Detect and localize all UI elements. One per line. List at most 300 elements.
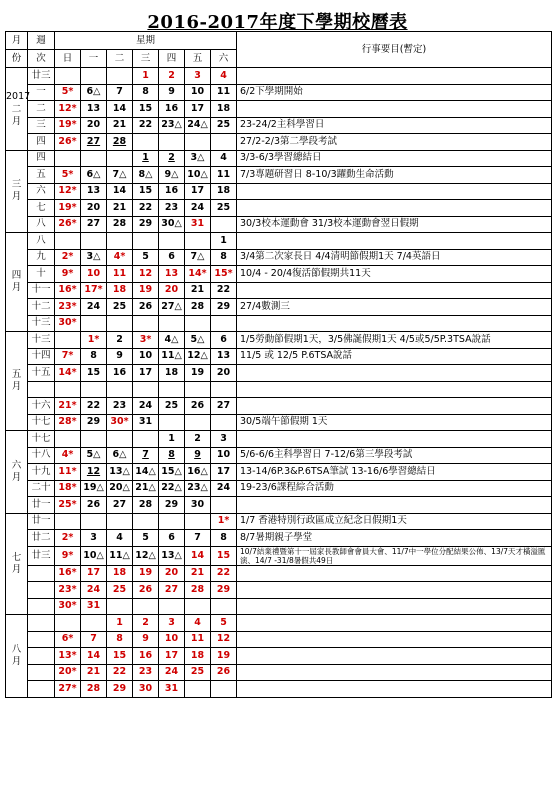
month-label-text: 四: [11, 270, 22, 281]
day-cell: 3: [159, 615, 185, 632]
week-row: [6, 464, 552, 481]
day-cell: 20: [211, 365, 237, 382]
day-cell: 26: [211, 664, 237, 681]
header-day-sun: 日: [55, 50, 81, 68]
event-note: 30/3校本運動會 31/3校本運動會翌日假期: [237, 216, 552, 233]
day-cell: 27: [81, 134, 107, 151]
day-cell: 20: [81, 200, 107, 217]
day-cell: [107, 68, 133, 85]
day-cell: [185, 315, 211, 332]
month-label: [6, 150, 28, 233]
day-cell: 21: [107, 117, 133, 134]
event-note: 13-14/6P.3&P.6TSA筆試 13-16/6學習總結日: [237, 464, 552, 481]
day-cell: [107, 315, 133, 332]
week-number: [28, 565, 55, 582]
week-number: 三: [28, 117, 55, 134]
day-cell: 8: [211, 249, 237, 266]
header-month-2: 份: [6, 50, 28, 68]
day-cell: 27: [159, 582, 185, 599]
day-cell: 22: [133, 117, 159, 134]
day-cell: 9: [159, 84, 185, 101]
week-row: [6, 582, 552, 599]
day-cell: [159, 598, 185, 615]
day-cell: 2*: [55, 530, 81, 547]
week-row: [6, 480, 552, 497]
week-row: [6, 398, 552, 415]
month-label: [6, 513, 28, 615]
week-number: 二: [28, 101, 55, 118]
day-cell: 26: [81, 497, 107, 514]
week-row: [6, 414, 552, 431]
day-cell: 14: [185, 546, 211, 565]
week-row: [6, 348, 552, 365]
day-cell: 1: [107, 615, 133, 632]
day-cell: 19: [133, 282, 159, 299]
day-cell: 16: [107, 365, 133, 382]
day-cell: [55, 233, 81, 250]
week-row: [6, 216, 552, 233]
day-cell: 27*: [55, 681, 81, 698]
day-cell: 19: [211, 648, 237, 665]
day-cell: 19*: [55, 200, 81, 217]
event-note: [237, 398, 552, 415]
header-day-sat: 六: [211, 50, 237, 68]
header-row-1: [6, 32, 552, 50]
day-cell: 12△: [185, 348, 211, 365]
day-cell: [211, 414, 237, 431]
month-label-text: 六: [11, 459, 22, 471]
week-row: [6, 381, 552, 398]
week-row: [6, 365, 552, 382]
day-cell: 8: [107, 631, 133, 648]
day-cell: [133, 381, 159, 398]
day-cell: 16*: [55, 282, 81, 299]
day-cell: 10△: [81, 546, 107, 565]
day-cell: 18: [211, 101, 237, 118]
day-cell: 27: [81, 216, 107, 233]
week-row: [6, 200, 552, 217]
header-day-mon: 一: [81, 50, 107, 68]
page-title: 2016-2017年度下學期校曆表: [147, 12, 408, 33]
week-number: 五: [28, 167, 55, 184]
day-cell: 18: [185, 648, 211, 665]
week-row: [6, 282, 552, 299]
week-number: 八: [28, 233, 55, 250]
month-label-text: 月: [11, 115, 22, 127]
day-cell: [133, 598, 159, 615]
week-row: [6, 565, 552, 582]
day-cell: [81, 233, 107, 250]
event-note: 1/7 香港特別行政區成立紀念日假期1天: [237, 513, 552, 530]
month-label: [6, 332, 28, 431]
day-cell: 30*: [55, 315, 81, 332]
week-row: [6, 315, 552, 332]
day-cell: 30: [133, 681, 159, 698]
day-cell: 28: [185, 582, 211, 599]
event-note: [237, 101, 552, 118]
day-cell: 12: [133, 266, 159, 283]
week-number: 十五: [28, 365, 55, 382]
day-cell: 11: [211, 84, 237, 101]
event-note: [237, 565, 552, 582]
day-cell: 13: [81, 101, 107, 118]
event-note: [237, 282, 552, 299]
event-note: 3/4第二次家長日 4/4清明節假期1天 7/4英語日: [237, 249, 552, 266]
day-cell: 22: [211, 282, 237, 299]
day-cell: 6: [159, 530, 185, 547]
day-cell: 7: [133, 447, 159, 464]
day-cell: 29: [81, 414, 107, 431]
day-cell: 22: [211, 565, 237, 582]
day-cell: [185, 681, 211, 698]
event-note: [237, 681, 552, 698]
event-note: [237, 200, 552, 217]
day-cell: 8: [211, 530, 237, 547]
day-cell: 15△: [159, 464, 185, 481]
day-cell: 29: [133, 216, 159, 233]
day-cell: 17: [133, 365, 159, 382]
day-cell: 23△: [185, 480, 211, 497]
week-number: 廿一: [28, 497, 55, 514]
day-cell: 15*: [211, 266, 237, 283]
week-row: [6, 299, 552, 316]
day-cell: [81, 513, 107, 530]
day-cell: 12: [81, 464, 107, 481]
day-cell: 11: [185, 631, 211, 648]
day-cell: 14: [107, 101, 133, 118]
week-row: [6, 183, 552, 200]
week-number: 九: [28, 249, 55, 266]
week-number: 四: [28, 150, 55, 167]
event-note: [237, 648, 552, 665]
event-note: [237, 183, 552, 200]
day-cell: 16: [159, 183, 185, 200]
day-cell: 22: [81, 398, 107, 415]
day-cell: 26: [133, 582, 159, 599]
day-cell: [211, 381, 237, 398]
day-cell: 10: [185, 84, 211, 101]
day-cell: 15: [211, 546, 237, 565]
day-cell: 11△: [159, 348, 185, 365]
event-note: [237, 365, 552, 382]
day-cell: 20: [159, 565, 185, 582]
header-day-tue: 二: [107, 50, 133, 68]
day-cell: 4: [185, 615, 211, 632]
day-cell: 20△: [107, 480, 133, 497]
week-number: 一: [28, 84, 55, 101]
day-cell: 8: [81, 348, 107, 365]
event-note: [237, 68, 552, 85]
event-note: [237, 497, 552, 514]
day-cell: 21: [81, 664, 107, 681]
day-cell: 3: [211, 431, 237, 448]
event-note: 7/3專題研習日 8-10/3躍動生命活動: [237, 167, 552, 184]
day-cell: 26*: [55, 134, 81, 151]
day-cell: 5△: [81, 447, 107, 464]
event-note: 19-23/6課程綜合活動: [237, 480, 552, 497]
week-row: [6, 167, 552, 184]
event-note: 11/5 或 12/5 P.6TSA說話: [237, 348, 552, 365]
day-cell: 25: [159, 398, 185, 415]
week-row: [6, 84, 552, 101]
calendar-table: [5, 31, 552, 698]
week-row: [6, 546, 552, 565]
event-note: [237, 582, 552, 599]
month-year-text: 2017: [6, 90, 31, 102]
month-label: [6, 68, 31, 151]
day-cell: 20: [159, 282, 185, 299]
week-number: 廿三: [28, 546, 55, 565]
day-cell: 30: [185, 497, 211, 514]
day-cell: 3*: [133, 332, 159, 349]
day-cell: 4△: [159, 332, 185, 349]
day-cell: 27: [211, 398, 237, 415]
month-label-text: 月: [11, 471, 22, 483]
month-label-text: 八: [11, 643, 22, 655]
week-number: [28, 681, 55, 698]
day-cell: 27△: [159, 299, 185, 316]
event-note: 5/6-6/6主科學習日 7-12/6第三學段考試: [237, 447, 552, 464]
day-cell: 1: [133, 68, 159, 85]
day-cell: 29: [107, 681, 133, 698]
school-calendar: [5, 31, 551, 785]
day-cell: 16△: [185, 464, 211, 481]
month-label-text: 月: [11, 191, 22, 203]
day-cell: 14*: [185, 266, 211, 283]
week-row: [6, 513, 552, 530]
week-number: 十二: [28, 299, 55, 316]
day-cell: 24: [159, 664, 185, 681]
header-day-wed: 三: [133, 50, 159, 68]
day-cell: [159, 513, 185, 530]
day-cell: 7: [81, 631, 107, 648]
day-cell: 25: [211, 200, 237, 217]
week-row: [6, 150, 552, 167]
day-cell: 12*: [55, 101, 81, 118]
day-cell: 11: [107, 266, 133, 283]
event-note: [237, 431, 552, 448]
day-cell: 18*: [55, 480, 81, 497]
month-label-text: 七: [11, 551, 22, 563]
event-note: [237, 233, 552, 250]
week-row: [6, 101, 552, 118]
week-number: [28, 598, 55, 615]
week-row: [6, 447, 552, 464]
day-cell: 3: [185, 68, 211, 85]
day-cell: [185, 134, 211, 151]
day-cell: 21: [107, 200, 133, 217]
day-cell: 30△: [159, 216, 185, 233]
day-cell: [211, 216, 237, 233]
day-cell: [133, 513, 159, 530]
week-row: [6, 530, 552, 547]
day-cell: 16*: [55, 565, 81, 582]
day-cell: 10: [81, 266, 107, 283]
event-note: 27/2-2/3第二學段考試: [237, 134, 552, 151]
day-cell: 14: [81, 648, 107, 665]
day-cell: 10: [159, 631, 185, 648]
day-cell: 6*: [55, 631, 81, 648]
day-cell: [185, 414, 211, 431]
day-cell: 13: [211, 348, 237, 365]
day-cell: 18: [107, 565, 133, 582]
day-cell: 9: [107, 348, 133, 365]
day-cell: [55, 332, 81, 349]
day-cell: 27: [107, 497, 133, 514]
day-cell: 29: [159, 497, 185, 514]
day-cell: 4: [211, 68, 237, 85]
day-cell: 6△: [81, 167, 107, 184]
week-number: 七: [28, 200, 55, 217]
week-number: 十九: [28, 464, 55, 481]
day-cell: 30*: [55, 598, 81, 615]
day-cell: 17: [211, 464, 237, 481]
week-number: [28, 664, 55, 681]
day-cell: 25*: [55, 497, 81, 514]
event-note: [237, 664, 552, 681]
event-note: 1/5勞動節假期1天，3/5佛誕假期1天 4/5或5/5P.3TSA說話: [237, 332, 552, 349]
day-cell: [81, 68, 107, 85]
day-cell: [107, 233, 133, 250]
week-row: [6, 664, 552, 681]
day-cell: 17: [185, 183, 211, 200]
event-note: [237, 615, 552, 632]
day-cell: [107, 381, 133, 398]
day-cell: [159, 381, 185, 398]
week-number: 十六: [28, 398, 55, 415]
day-cell: 28: [185, 299, 211, 316]
day-cell: [211, 134, 237, 151]
day-cell: 5: [133, 530, 159, 547]
day-cell: 18: [159, 365, 185, 382]
day-cell: 21: [185, 565, 211, 582]
day-cell: 19: [185, 365, 211, 382]
week-number: 廿三: [28, 68, 55, 85]
day-cell: 12△: [133, 546, 159, 565]
day-cell: 5*: [55, 167, 81, 184]
day-cell: 9*: [55, 266, 81, 283]
day-cell: 23*: [55, 582, 81, 599]
week-number: [28, 631, 55, 648]
month-label-text: 月: [11, 282, 22, 293]
day-cell: [211, 315, 237, 332]
day-cell: 3: [81, 530, 107, 547]
day-cell: 18: [107, 282, 133, 299]
day-cell: 15: [133, 101, 159, 118]
event-note: [237, 315, 552, 332]
week-number: 十三: [28, 315, 55, 332]
day-cell: 1: [133, 150, 159, 167]
day-cell: 10: [211, 447, 237, 464]
header-month: 月: [6, 32, 28, 50]
day-cell: [159, 315, 185, 332]
day-cell: [159, 414, 185, 431]
day-cell: 31: [185, 216, 211, 233]
week-row: [6, 497, 552, 514]
day-cell: 24: [185, 200, 211, 217]
event-note: [237, 381, 552, 398]
day-cell: 6△: [107, 447, 133, 464]
day-cell: 14*: [55, 365, 81, 382]
day-cell: [55, 150, 81, 167]
day-cell: [133, 315, 159, 332]
week-row: [6, 68, 552, 85]
day-cell: 18: [211, 183, 237, 200]
day-cell: [159, 134, 185, 151]
day-cell: 28: [107, 134, 133, 151]
week-number: 二十: [28, 480, 55, 497]
day-cell: 19△: [81, 480, 107, 497]
day-cell: 7△: [185, 249, 211, 266]
day-cell: 26: [133, 299, 159, 316]
day-cell: 1*: [81, 332, 107, 349]
header-notes: 行事要目(暫定): [237, 32, 552, 68]
week-row: [6, 134, 552, 151]
day-cell: 20: [81, 117, 107, 134]
day-cell: 28*: [55, 414, 81, 431]
week-number: 十八: [28, 447, 55, 464]
day-cell: 31: [159, 681, 185, 698]
day-cell: [185, 233, 211, 250]
day-cell: 8△: [133, 167, 159, 184]
week-number: [28, 615, 55, 632]
week-number: 廿二: [28, 530, 55, 547]
day-cell: 17: [185, 101, 211, 118]
day-cell: [159, 233, 185, 250]
day-cell: [133, 233, 159, 250]
day-cell: 3△: [81, 249, 107, 266]
month-label: [6, 431, 28, 514]
day-cell: 9: [185, 447, 211, 464]
week-row: [6, 681, 552, 698]
day-cell: 3△: [185, 150, 211, 167]
day-cell: 17: [81, 565, 107, 582]
day-cell: 2*: [55, 249, 81, 266]
day-cell: [107, 513, 133, 530]
week-number: 十: [28, 266, 55, 283]
day-cell: 19*: [55, 117, 81, 134]
header-day-thu: 四: [159, 50, 185, 68]
day-cell: 4*: [55, 447, 81, 464]
day-cell: [185, 381, 211, 398]
week-row: [6, 431, 552, 448]
day-cell: 25: [107, 299, 133, 316]
day-cell: 29: [211, 582, 237, 599]
day-cell: [185, 598, 211, 615]
day-cell: 1: [211, 233, 237, 250]
event-note: [237, 631, 552, 648]
header-day-fri: 五: [185, 50, 211, 68]
event-note: 6/2下學期開始: [237, 84, 552, 101]
day-cell: 13*: [55, 648, 81, 665]
day-cell: 21△: [133, 480, 159, 497]
week-number: 十一: [28, 282, 55, 299]
day-cell: 31: [81, 598, 107, 615]
day-cell: 11△: [107, 546, 133, 565]
day-cell: 5: [133, 249, 159, 266]
week-number: 十七: [28, 431, 55, 448]
day-cell: 6△: [81, 84, 107, 101]
day-cell: [185, 513, 211, 530]
event-note: 30/5端午節假期 1天: [237, 414, 552, 431]
day-cell: 13: [159, 266, 185, 283]
day-cell: 15: [133, 183, 159, 200]
day-cell: 13: [81, 183, 107, 200]
week-number: 十三: [28, 332, 55, 349]
week-row: [6, 233, 552, 250]
week-number: [28, 381, 55, 398]
day-cell: 2: [107, 332, 133, 349]
